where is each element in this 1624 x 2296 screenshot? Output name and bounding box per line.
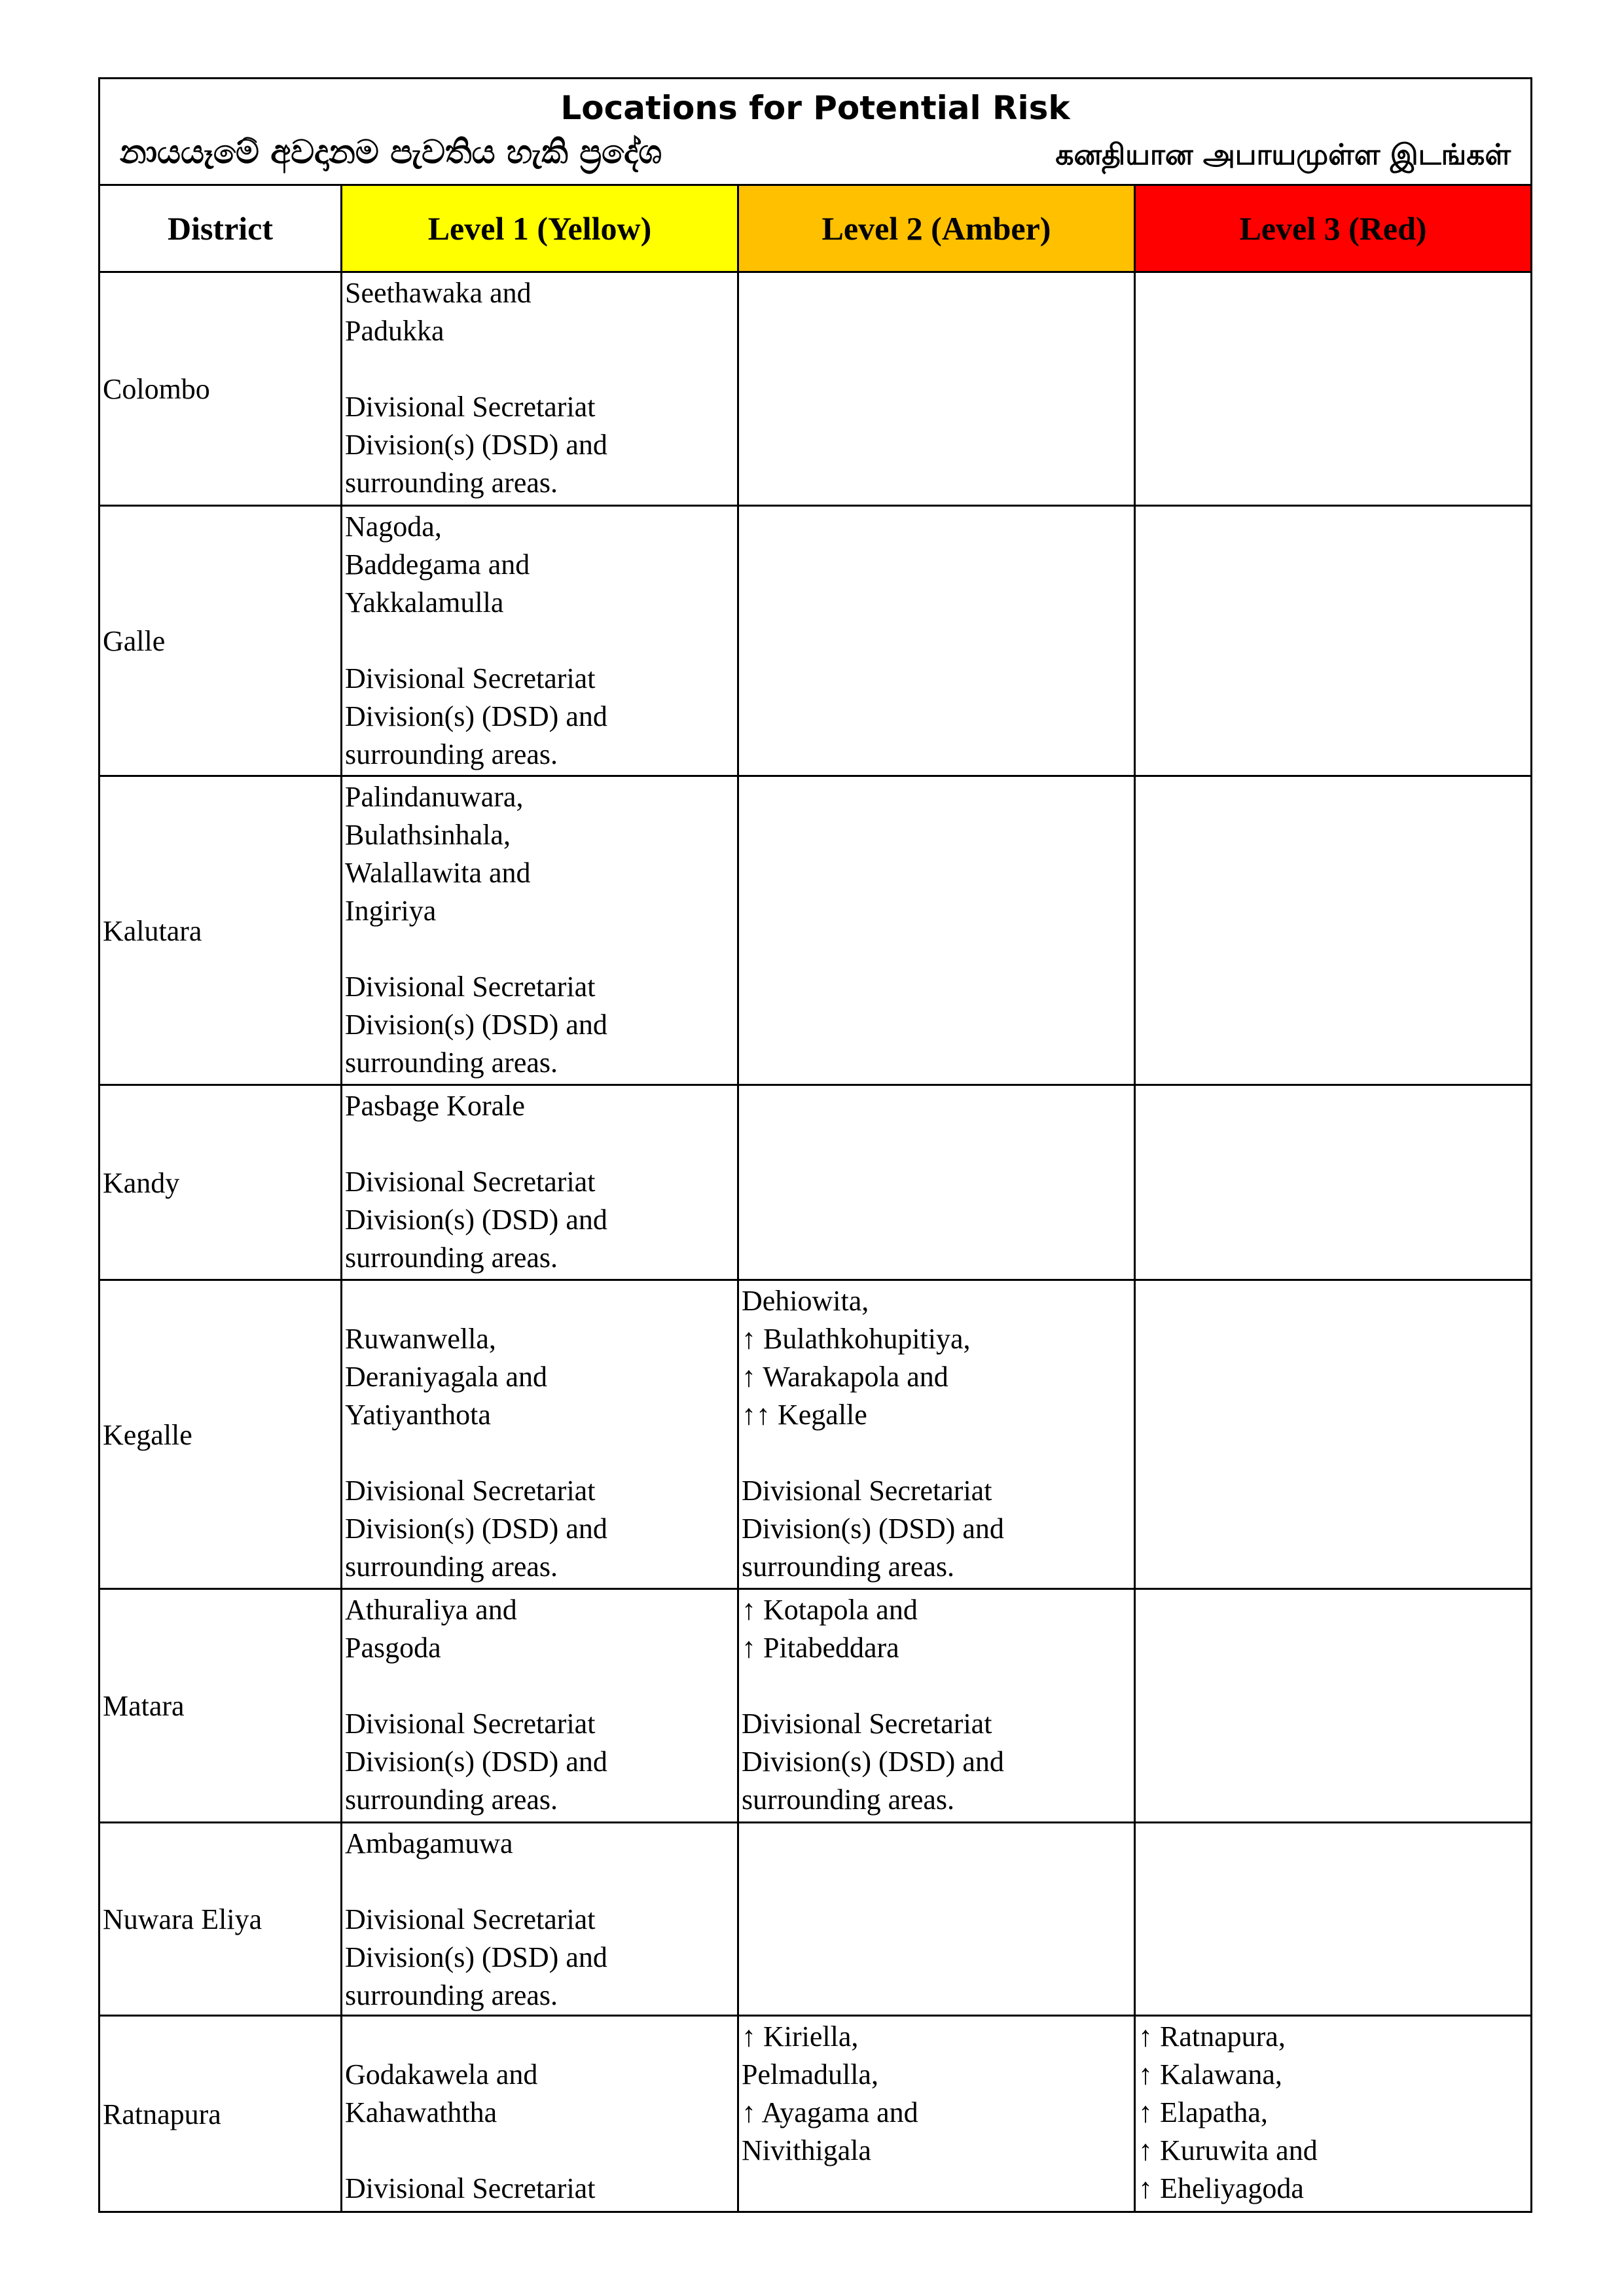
line-spacer (345, 2018, 734, 2056)
location-line: Bulathsinhala, (345, 819, 511, 851)
location-line: ↑ Eheliyagoda (1138, 2172, 1304, 2204)
level3-cell (1135, 506, 1532, 776)
location-line: surrounding areas. (742, 1551, 955, 1583)
district-cell (99, 1085, 342, 1280)
location-line: surrounding areas. (345, 467, 558, 499)
location-line: Divisional Secretariat (742, 1708, 992, 1740)
location-line: Dehiowita, (742, 1285, 869, 1317)
district-cell (99, 1823, 342, 2016)
line-spacer (345, 1863, 734, 1901)
location-line: ↑ Kotapola and (742, 1594, 918, 1626)
location-line: ↑ Kalawana, (1138, 2058, 1282, 2090)
document-page (98, 77, 1530, 2213)
location-line: Yakkalamulla (345, 586, 504, 619)
location-line: Divisional Secretariat (345, 1708, 596, 1740)
location-line: surrounding areas. (345, 1551, 558, 1583)
line-spacer (742, 1434, 1131, 1472)
district-name: Kalutara (103, 914, 202, 947)
location-line: ↑ Kuruwita and (1138, 2134, 1318, 2166)
location-line: surrounding areas. (345, 1047, 558, 1079)
level3-cell (1135, 1085, 1532, 1280)
location-line: surrounding areas. (345, 1242, 558, 1274)
level2-cell (738, 1823, 1135, 2016)
level1-cell (342, 506, 738, 776)
location-line: ↑ Pitabeddara (742, 1632, 899, 1664)
line-spacer (345, 1282, 734, 1320)
column-header-level2: Level 2 (Amber) (738, 185, 1135, 272)
level3-cell (1135, 776, 1532, 1085)
location-line: Divisional Secretariat (345, 1903, 596, 1935)
district-name: Ratnapura (103, 2098, 221, 2130)
location-line: Baddegama and (345, 548, 530, 581)
location-line: ↑ Bulathkohupitiya, (742, 1323, 971, 1355)
district-name: Galle (103, 625, 166, 657)
location-line: Divisional Secretariat (345, 1475, 596, 1507)
line-spacer (742, 1667, 1131, 1705)
location-line: ↑ Kiriella, (742, 2020, 859, 2053)
level2-cell (738, 1085, 1135, 1280)
location-line: surrounding areas. (345, 1979, 558, 2011)
location-line: Divisional Secretariat (742, 1475, 992, 1507)
level1-cell (342, 776, 738, 1085)
title-row (99, 79, 1532, 185)
district-name: Kandy (103, 1166, 180, 1199)
location-line: Athuraliya and (345, 1594, 517, 1626)
location-line: Nivithigala (742, 2134, 871, 2166)
line-spacer (345, 2132, 734, 2170)
location-line: Pasbage Korale (345, 1090, 525, 1122)
location-line: ↑ Elapatha, (1138, 2096, 1268, 2128)
location-line: Padukka (345, 315, 444, 347)
page-title: Locations for Potential Risk (560, 89, 1070, 127)
column-header-level3: Level 3 (Red) (1135, 185, 1532, 272)
location-line: Ambagamuwa (345, 1827, 513, 1859)
level1-cell (342, 1280, 738, 1589)
level3-cell (1135, 2016, 1532, 2212)
district-cell (99, 776, 342, 1085)
table-row (99, 1589, 1532, 1823)
location-line: Division(s) (DSD) and (742, 1513, 1004, 1545)
district-name: Colombo (103, 373, 210, 405)
location-line: Seethawaka and (345, 277, 532, 309)
location-line: Division(s) (DSD) and (345, 429, 607, 461)
district-name: Kegalle (103, 1418, 192, 1451)
table-row (99, 1280, 1532, 1589)
location-line: Divisional Secretariat (345, 662, 596, 694)
location-line: ↑ Ratnapura, (1138, 2020, 1286, 2053)
location-line: Division(s) (DSD) and (345, 1204, 607, 1236)
line-spacer (345, 930, 734, 968)
location-line: ↑ Warakapola and (742, 1361, 948, 1393)
district-cell (99, 1589, 342, 1823)
location-line: Kahawaththa (345, 2096, 497, 2128)
line-spacer (345, 1125, 734, 1163)
line-spacer (345, 622, 734, 660)
location-line: Divisional Secretariat (345, 391, 596, 423)
level1-cell (342, 1823, 738, 2016)
level1-cell (342, 272, 738, 506)
level3-cell (1135, 272, 1532, 506)
table-row (99, 2016, 1532, 2212)
level3-cell (1135, 1280, 1532, 1589)
risk-locations-table (98, 77, 1532, 2213)
level2-cell (738, 272, 1135, 506)
level1-cell (342, 1085, 738, 1280)
column-header-row (99, 185, 1532, 272)
location-line: Yatiyanthota (345, 1399, 491, 1431)
table-row (99, 1823, 1532, 2016)
table-body (99, 272, 1532, 2212)
table-row (99, 776, 1532, 1085)
level2-cell (738, 1589, 1135, 1823)
location-line: Division(s) (DSD) and (345, 1513, 607, 1545)
location-line: Pelmadulla, (742, 2058, 878, 2090)
table-row (99, 272, 1532, 506)
location-line: surrounding areas. (345, 1784, 558, 1816)
level2-cell (738, 776, 1135, 1085)
location-line: ↑↑ Kegalle (742, 1399, 867, 1431)
location-line: Divisional Secretariat (345, 2172, 596, 2204)
line-spacer (345, 350, 734, 388)
column-header-district: District (99, 185, 342, 272)
level2-cell (738, 506, 1135, 776)
line-spacer (345, 1667, 734, 1705)
district-cell (99, 506, 342, 776)
table-row (99, 506, 1532, 776)
location-line: Division(s) (DSD) and (345, 1009, 607, 1041)
location-line: Divisional Secretariat (345, 1166, 596, 1198)
location-line: Palindanuwara, (345, 781, 524, 813)
title-tamil: கனதியான அபாயமுள்ள இடங்கள் (1055, 138, 1511, 171)
level2-cell (738, 2016, 1135, 2212)
location-line: Division(s) (DSD) and (345, 1746, 607, 1778)
district-name: Matara (103, 1690, 185, 1722)
column-header-level1: Level 1 (Yellow) (342, 185, 738, 272)
location-line: Godakawela and (345, 2058, 538, 2090)
location-line: Pasgoda (345, 1632, 441, 1664)
location-line: surrounding areas. (345, 738, 558, 770)
location-line: Division(s) (DSD) and (742, 1746, 1004, 1778)
location-line: Division(s) (DSD) and (345, 1941, 607, 1973)
district-name: Nuwara Eliya (103, 1903, 262, 1935)
location-line: Divisional Secretariat (345, 971, 596, 1003)
district-cell (99, 272, 342, 506)
title-sinhala: නායයෑමේ අවදානම පැවතිය හැකි ප්‍රදේශ (120, 133, 662, 171)
location-line: Walallawita and (345, 857, 531, 889)
location-line: Ingiriya (345, 895, 437, 927)
line-spacer (345, 1434, 734, 1472)
location-line: Division(s) (DSD) and (345, 700, 607, 732)
district-cell (99, 1280, 342, 1589)
location-line: ↑ Ayagama and (742, 2096, 918, 2128)
location-line: Nagoda, (345, 511, 442, 543)
level1-cell (342, 1589, 738, 1823)
location-line: Deraniyagala and (345, 1361, 548, 1393)
location-line: Ruwanwella, (345, 1323, 496, 1355)
level2-cell (738, 1280, 1135, 1589)
level3-cell (1135, 1823, 1532, 2016)
level3-cell (1135, 1589, 1532, 1823)
level1-cell (342, 2016, 738, 2212)
title-cell (99, 79, 1532, 185)
location-line: surrounding areas. (742, 1784, 955, 1816)
table-row (99, 1085, 1532, 1280)
district-cell (99, 2016, 342, 2212)
